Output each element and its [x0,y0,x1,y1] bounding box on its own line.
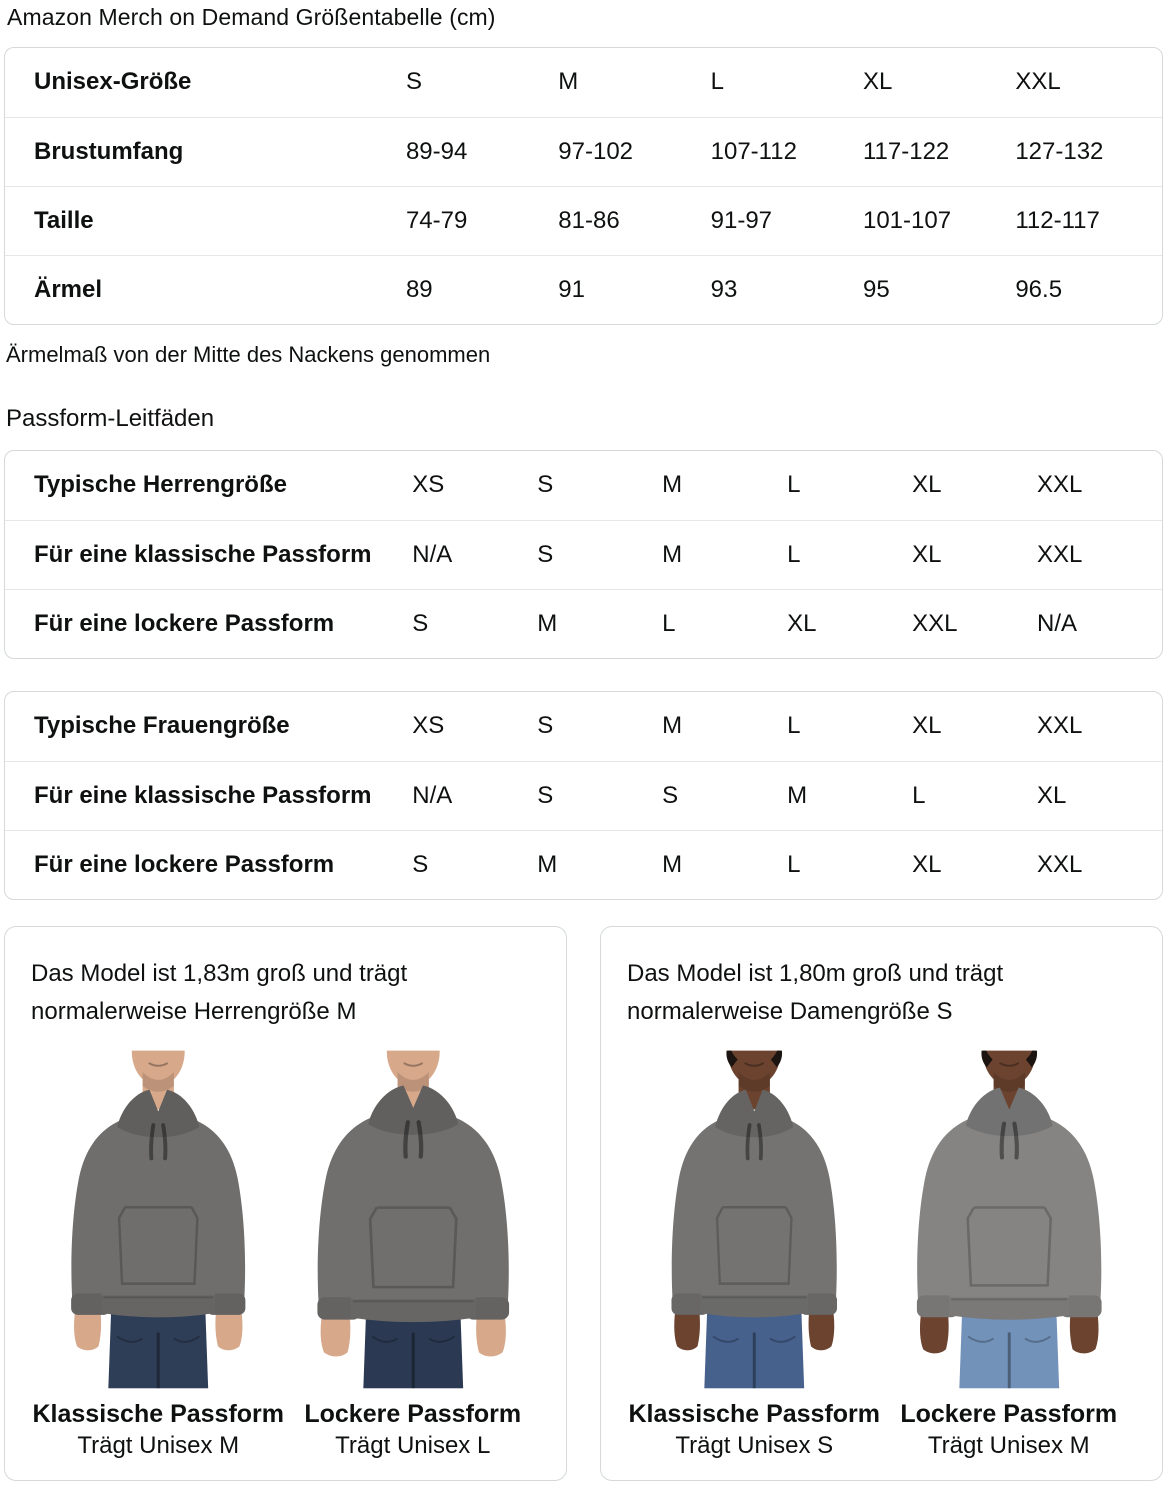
table-cell: S [412,589,537,658]
table-cell: S [537,712,554,740]
table-cell: XXL [1037,830,1162,899]
table-cell: XL [912,830,1037,899]
unisex-size-table [4,47,1163,325]
table-cell: M [787,761,912,830]
table-cell: N/A [412,761,537,830]
page-title: Amazon Merch on Demand Größentabelle (cm) [7,4,496,30]
table-cell: M [558,68,579,96]
table-cell: 89-94 [406,117,558,186]
table-cell: N/A [412,520,537,589]
table-cell: L [787,520,912,589]
fit-label: Klassische Passform [628,1400,881,1428]
womens-fit-table [4,691,1163,900]
table-cell: N/A [1037,589,1162,658]
mens-fit-table [4,450,1163,659]
model-photo [31,1047,286,1392]
table-cell: L [787,712,801,740]
model-photo [882,1047,1137,1392]
model-figure-loose [286,1047,541,1462]
table-cell: L [787,471,801,499]
table-cell: XXL [1015,68,1061,96]
table-cell: S [537,520,662,589]
row-label: Für eine lockere Passform [5,589,412,658]
table-cell: XL [912,712,942,740]
model-figure-classic [31,1047,286,1462]
sleeve-measure-note: Ärmelmaß von der Mitte des Nackens genommen [6,342,491,367]
table-cell: M [662,471,683,499]
size-worn-label: Trägt Unisex M [927,1432,1090,1459]
size-worn-label: Trägt Unisex M [77,1432,240,1459]
table-row [5,255,1162,324]
row-label: Für eine lockere Passform [5,830,412,899]
table-row [5,451,1162,520]
row-label: Taille [5,186,406,255]
table-cell: 74-79 [406,186,558,255]
table-row [5,520,1162,589]
table-cell: XL [912,471,942,499]
table-cell: S [405,68,422,96]
table-cell: XXL [912,589,1037,658]
table-cell: 101-107 [863,186,1015,255]
table-cell: 107-112 [711,117,863,186]
table-cell: 96.5 [1015,255,1162,324]
table-cell: M [662,520,787,589]
table-cell: 117-122 [863,117,1015,186]
table-cell: M [537,589,662,658]
table-cell: L [912,761,1037,830]
model-description: Das Model ist 1,83m groß und trägt normalerweise Herrengröße M [31,960,408,1025]
table-row [5,761,1162,830]
model-description: Das Model ist 1,80m groß und trägt normalerweise Damengröße S [627,960,1004,1025]
table-cell: S [537,761,662,830]
row-label: Für eine klassische Passform [5,520,412,589]
table-cell: XL [1037,761,1162,830]
table-cell: 89 [406,255,558,324]
table-cell: XS [412,712,445,740]
table-cell: XS [412,471,445,499]
table-row [5,589,1162,658]
row-label: Ärmel [5,255,406,324]
table-cell: 97-102 [558,117,710,186]
table-cell: XXL [1037,520,1162,589]
table-cell: XL [912,520,1037,589]
table-cell: M [537,830,662,899]
table-cell: XXL [1037,471,1083,499]
table-row [5,48,1162,117]
table-row [5,830,1162,899]
model-photo [627,1047,882,1392]
table-row [5,186,1162,255]
model-card-women [600,926,1163,1481]
table-cell: 95 [863,255,1015,324]
fit-label: Lockere Passform [900,1400,1118,1428]
table-cell: XL [862,68,893,96]
size-worn-label: Trägt Unisex L [335,1432,491,1459]
table-cell: 91-97 [711,186,863,255]
table-cell: 127-132 [1015,117,1162,186]
table-row [5,692,1162,761]
table-row [5,117,1162,186]
table-cell: XXL [1037,712,1083,740]
row-label: Unisex-Größe [34,68,192,96]
table-cell: L [710,68,724,96]
model-photo [286,1047,541,1392]
table-cell: 91 [558,255,710,324]
fit-guides-heading: Passform-Leitfäden [6,405,215,432]
table-cell: S [537,471,554,499]
table-cell: S [662,761,787,830]
table-cell: S [412,830,537,899]
table-cell: 112-117 [1015,186,1162,255]
fit-label: Klassische Passform [32,1400,285,1428]
table-cell: 93 [711,255,863,324]
row-label: Typische Herrengröße [34,471,287,499]
model-cards [4,926,1163,1481]
table-cell: M [662,830,787,899]
table-cell: 81-86 [558,186,710,255]
row-label: Typische Frauengröße [34,712,290,740]
table-cell: L [662,589,787,658]
row-label: Brustumfang [5,117,406,186]
fit-label: Lockere Passform [304,1400,522,1428]
table-cell: XL [787,589,912,658]
size-worn-label: Trägt Unisex S [675,1432,834,1459]
table-cell: L [787,830,912,899]
model-figure-loose [882,1047,1137,1462]
row-label: Für eine klassische Passform [5,761,412,830]
model-card-men [4,926,567,1481]
model-figure-classic [627,1047,882,1462]
table-cell: M [662,712,683,740]
